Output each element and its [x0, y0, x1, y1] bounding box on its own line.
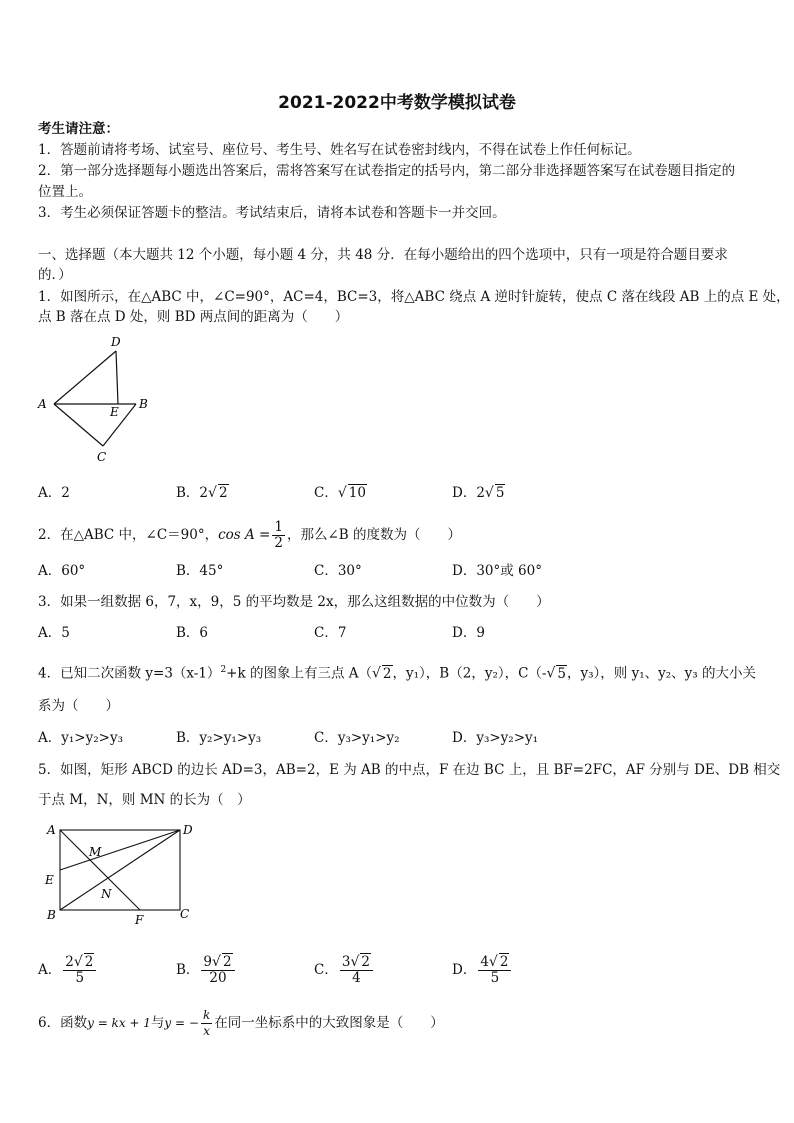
q5-label-n: N [101, 887, 112, 901]
q5-figure [42, 820, 202, 930]
notice-heading: 考生请注意： [38, 121, 119, 137]
q5-option-d[interactable]: D． $\frac{4√ 2}{5}$ [452, 950, 513, 990]
q1-option-d[interactable]: D．2√ 5 [452, 485, 505, 501]
q1-figure [36, 334, 166, 466]
q2-option-a[interactable]: A．60° [38, 563, 86, 579]
q5-text-cont: 于点 M，N，则 MN 的长为（ ） [38, 792, 251, 808]
q3-option-d[interactable]: D．9 [452, 625, 485, 641]
q3-option-c[interactable]: C．7 [314, 625, 347, 641]
section-heading-cont: 的．） [38, 267, 72, 283]
q1-text-cont: 点 B 落在点 D 处，则 BD 两点间的距离为（ ） [38, 309, 349, 325]
q5-label-d: D [183, 823, 193, 837]
q5-label-a: A [47, 823, 56, 837]
q5-label-c: C [180, 907, 190, 921]
q1-label-e: E [110, 405, 119, 419]
q6-text: 6．函数y = kx + 1与y = − $\frac{k}{x}$ 在同一坐标系中的大致图象是（ ） [38, 1008, 444, 1038]
q5-label-e: E [45, 873, 54, 887]
q1-option-c[interactable]: C．√ 10 [314, 485, 366, 501]
q5-option-c[interactable]: C． $\frac{3√ 2}{4}$ [314, 950, 375, 990]
q2-option-d[interactable]: D．30°或 60° [452, 563, 542, 579]
q5-label-m: M [89, 845, 102, 859]
q4-option-b[interactable]: B．y₂>y₁>y₃ [176, 730, 262, 746]
q1-label-a: A [38, 397, 47, 411]
q1-text: 1．如图所示，在△ABC 中，∠C=90°，AC=4，BC=3，将△ABC 绕点 A 逆时针旋转，使点 C 落在线段 AB 上的点 E 处， [38, 289, 790, 305]
q3-option-b[interactable]: B．6 [176, 625, 209, 641]
q4-option-a[interactable]: A．y₁>y₂>y₃ [38, 730, 123, 746]
q3-text: 3．如果一组数据 6，7，x，9，5 的平均数是 2x，那么这组数据的中位数为（ ） [38, 594, 550, 610]
notice-item-1: 1．答题前请将考场、试室号、座位号、考生号、姓名写在试卷密封线内，不得在试卷上作任何标记。 [38, 142, 641, 158]
q5-text: 5．如图，矩形 ABCD 的边长 AD=3，AB=2，E 为 AB 的中点，F 在边 BC 上，且 BF=2FC，AF 分别与 DE、DB 相交 [38, 762, 781, 778]
q4-option-c[interactable]: C．y₃>y₁>y₂ [314, 730, 400, 746]
q3-option-a[interactable]: A．5 [38, 625, 70, 641]
q4-text: 4．已知二次函数 $y=3(x-1)^2+k$ 的图象上有三点 A（√ 2，y₁），B（2，y₂），C（-√ 5，y₃），则 y₁、y₂、y₃ 的大小关 [38, 665, 757, 682]
q5-option-a[interactable]: A． $\frac{2√ 2}{5}$ [38, 950, 98, 990]
q1-option-b[interactable]: B．2√ 2 [176, 485, 228, 501]
q4-text-cont: 系为（ ） [38, 698, 119, 714]
section-heading: 一、选择题（本大题共 12 个小题，每小题 4 分，共 48 分．在每小题给出的四个选项中，只有一项是符合题目要求 [38, 247, 728, 263]
q2-text: 2．在△ABC 中，∠C＝90°，cos A = $\frac{1}{2}$ ，那么∠B 的度数为（ ） [38, 519, 461, 551]
q1-option-a[interactable]: A．2 [38, 485, 70, 501]
q2-option-b[interactable]: B．45° [176, 563, 224, 579]
q5-label-b: B [47, 908, 56, 922]
notice-item-2: 2．第一部分选择题每小题选出答案后，需将答案写在试卷指定的括号内，第二部分非选择题答案写在试卷题目指定的 [38, 163, 736, 179]
notice-item-3: 3．考生必须保证答题卡的整洁。考试结束后，请将本试卷和答题卡一并交回。 [38, 205, 506, 221]
q5-label-f: F [135, 913, 144, 927]
q4-option-d[interactable]: D．y₃>y₂>y₁ [452, 730, 539, 746]
page-title: 2021-2022中考数学模拟试卷 [278, 93, 516, 113]
q1-label-c: C [97, 450, 107, 464]
q1-label-b: B [139, 397, 148, 411]
q2-option-c[interactable]: C．30° [314, 563, 362, 579]
q2-fraction: $\frac{1}{2}$ [274, 519, 283, 551]
q1-label-d: D [111, 335, 121, 349]
notice-item-2-cont: 位置上。 [38, 184, 92, 200]
q5-option-b[interactable]: B． $\frac{9√ 2}{20}$ [176, 950, 237, 990]
